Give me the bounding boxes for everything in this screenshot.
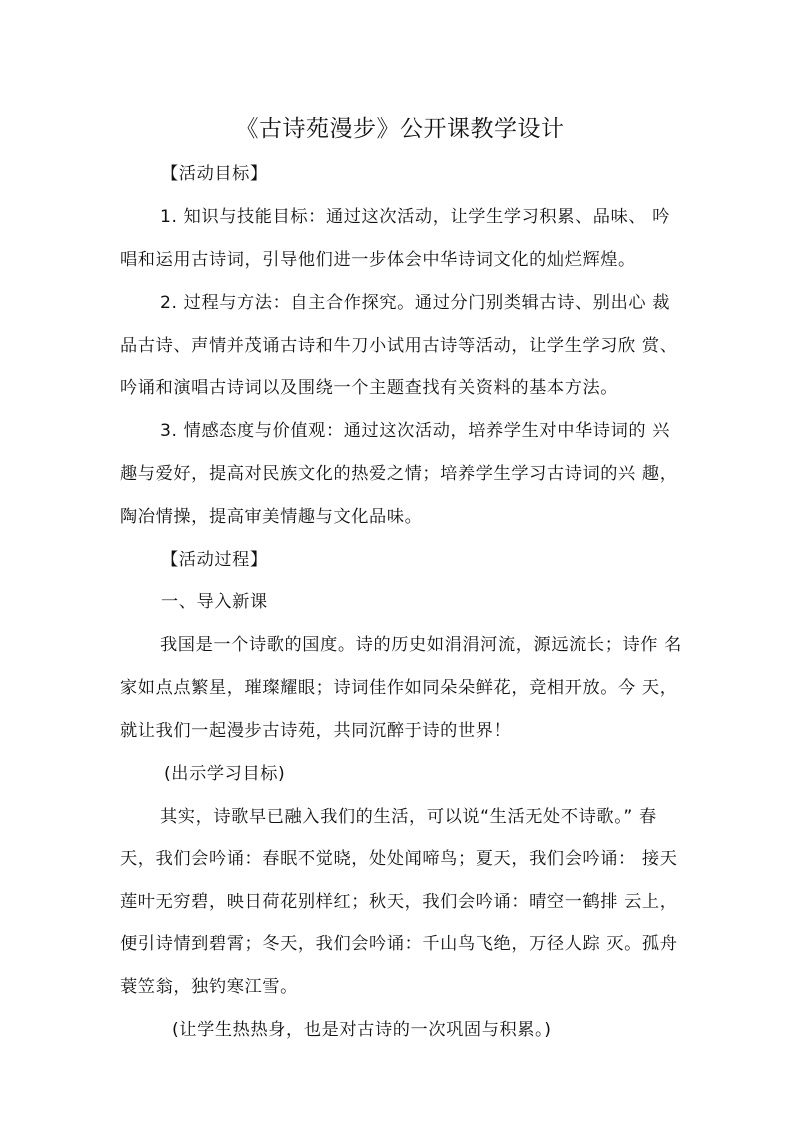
intro-line-2: 家如点点繁星，璀璨耀眼；诗词佳作如同朵朵鲜花，竞相开放。今 天，	[120, 678, 678, 698]
poetry-line-5: 蓑笠翁，独钓寒江雪。	[120, 977, 298, 997]
goal-1-line-1: 1. 知识与技能目标：通过这次活动，让学生学习积累、品味、 吟	[160, 207, 670, 227]
show-goals-note: (出示学习目标)	[164, 764, 286, 784]
goal-2-line-2: 品古诗、声情并茂诵古诗和牛刀小试用古诗等活动，让学生学习欣 赏、	[120, 336, 678, 356]
section-heading-goals: 【活动目标】	[161, 164, 268, 184]
document-title: 《古诗苑漫步》公开课教学设计	[235, 116, 565, 142]
poetry-line-3: 莲叶无穷碧，映日荷花别样红；秋天，我们会吟诵：晴空一鹤排 云上，	[120, 892, 678, 912]
intro-line-3: 就让我们一起漫步古诗苑，共同沉醉于诗的世界！	[120, 721, 512, 741]
goal-1-line-2: 唱和运用古诗词，引导他们进一步体会中华诗词文化的灿烂辉煌。	[120, 250, 636, 270]
poetry-line-4: 便引诗情到碧霄；冬天，我们会吟诵：千山鸟飞绝，万径人踪 灭。孤舟	[120, 934, 678, 954]
poetry-line-2: 天，我们会吟诵：春眠不觉晓，处处闻啼鸟；夏天，我们会吟诵： 接天	[120, 849, 678, 869]
intro-line-1: 我国是一个诗歌的国度。诗的历史如涓涓河流，源远流长；诗作 名	[160, 635, 682, 655]
warmup-note: (让学生热热身，也是对古诗的一次巩固与积累。)	[172, 1020, 552, 1040]
section-heading-process: 【活动过程】	[161, 550, 268, 570]
step-1-heading: 一、导入新课	[161, 592, 268, 612]
goal-3-line-2: 趣与爱好，提高对民族文化的热爱之情；培养学生学习古诗词的兴 趣，	[120, 464, 678, 484]
goal-2-line-3: 吟诵和演唱古诗词以及围绕一个主题查找有关资料的基本方法。	[120, 378, 619, 398]
goal-3-line-3: 陶冶情操，提高审美情趣与文化品味。	[120, 507, 423, 527]
goal-3-line-1: 3. 情感态度与价值观：通过这次活动，培养学生对中华诗词的 兴	[160, 421, 670, 441]
poetry-line-1: 其实，诗歌早已融入我们的生活，可以说“生活无处不诗歌。” 春	[160, 807, 657, 827]
goal-2-line-1: 2. 过程与方法：自主合作探究。通过分门别类辑古诗、别出心 裁	[160, 293, 670, 313]
